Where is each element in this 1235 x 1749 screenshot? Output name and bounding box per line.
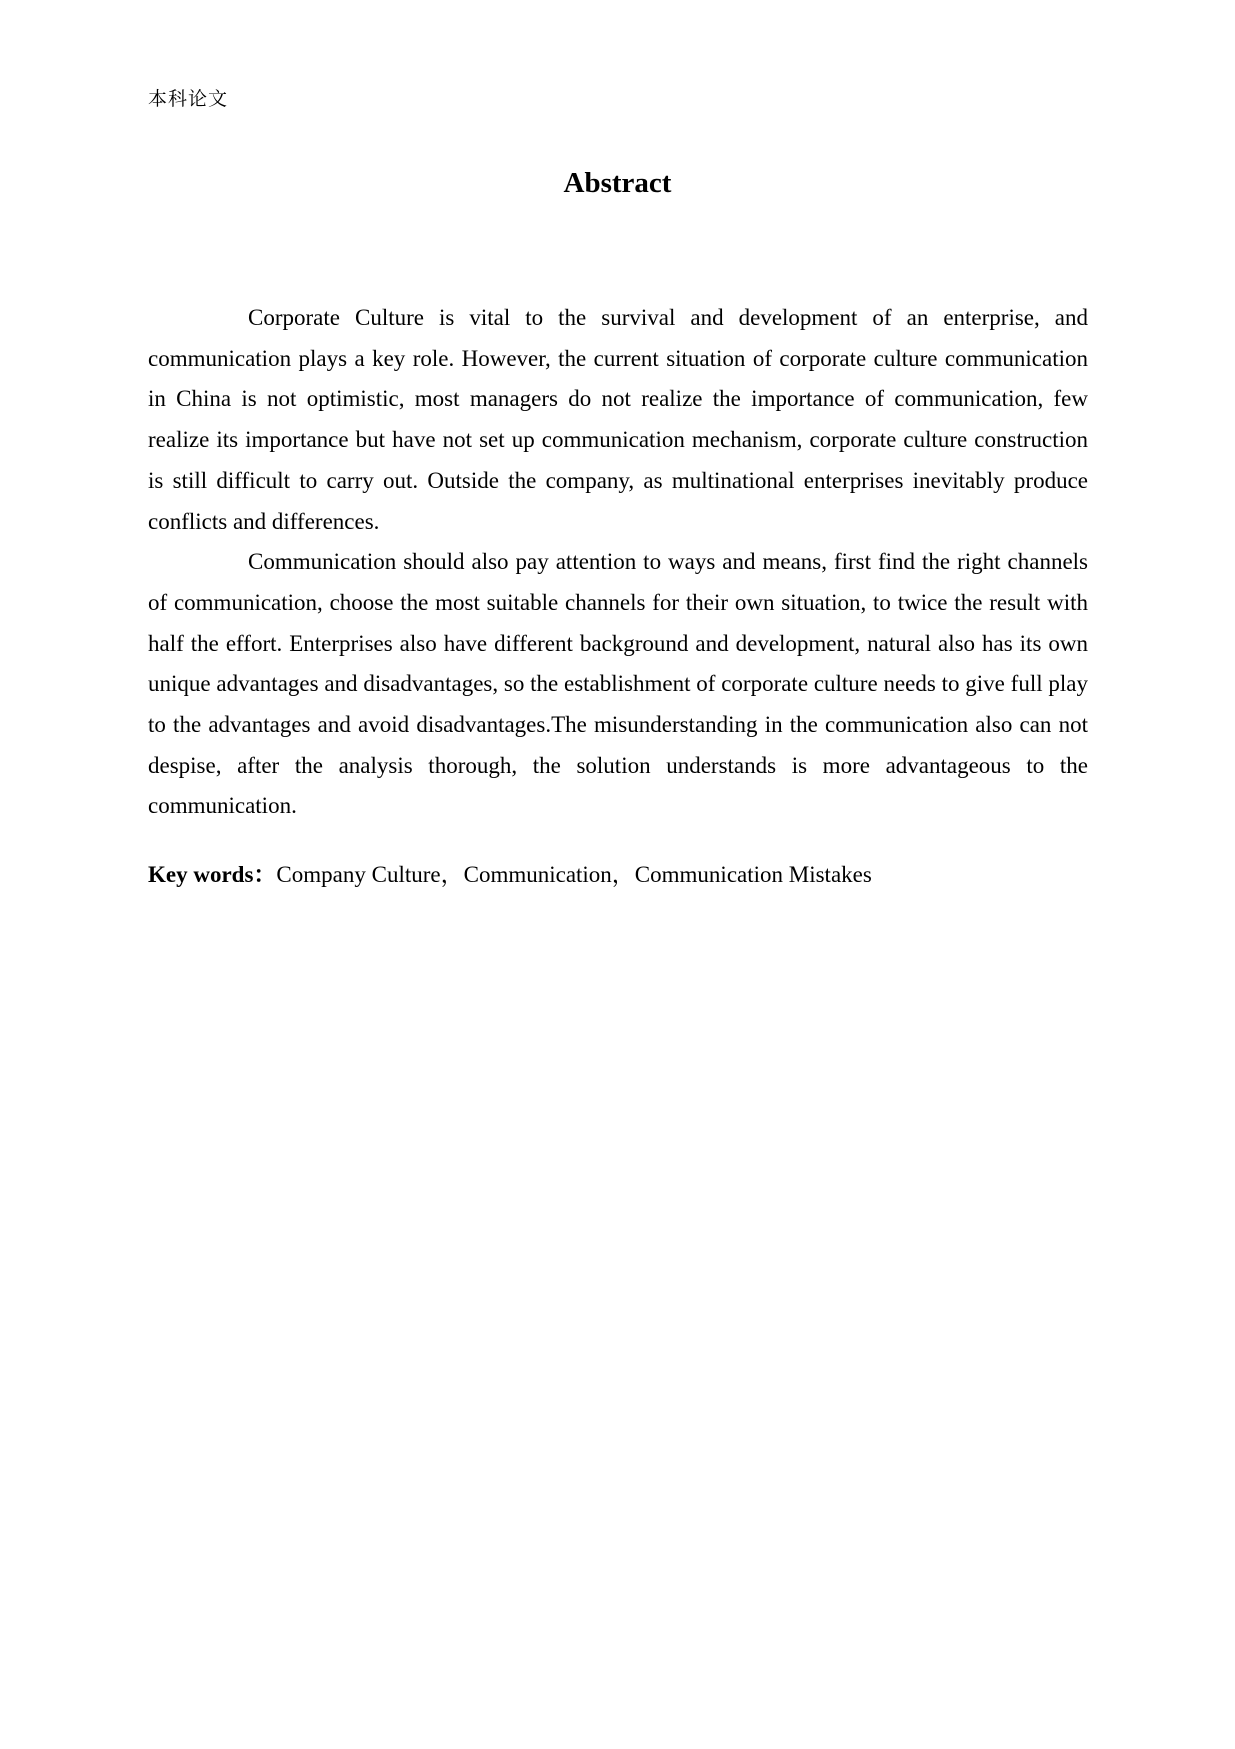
abstract-body bbox=[148, 298, 1088, 827]
keywords-list: Company Culture，Communication，Communication Mistakes bbox=[276, 862, 872, 887]
abstract-paragraph: Corporate Culture is vital to the survival and development of an enterprise, and communication plays a key role. However, the current situation of corporate culture communication in China is not optimistic, most managers do not realize the importance of communication, few realize its importance but have not set up communication mechanism, corporate culture construction is still difficult to carry out. Outside the company, as multinational enterprises inevitably produce conflicts and differences. bbox=[148, 305, 1088, 534]
keywords-line bbox=[148, 857, 1088, 893]
abstract-paragraph: Communication should also pay attention to ways and means, first find the right channels of communication, choose the most suitable channels for their own situation, to twice the result with half the effort. Enterprises also have different background and development, natural also has its own unique advantages and disadvantages, so the establishment of corporate culture needs to give full play to the advantages and avoid disadvantages.The misunderstanding in the communication also can not despise, after the analysis thorough, the solution understands is more advantageous to the communication. bbox=[148, 549, 1088, 819]
keywords-label: Key words： bbox=[148, 862, 277, 887]
abstract-title: Abstract bbox=[563, 167, 672, 199]
running-header: 本科论文 bbox=[148, 89, 229, 110]
